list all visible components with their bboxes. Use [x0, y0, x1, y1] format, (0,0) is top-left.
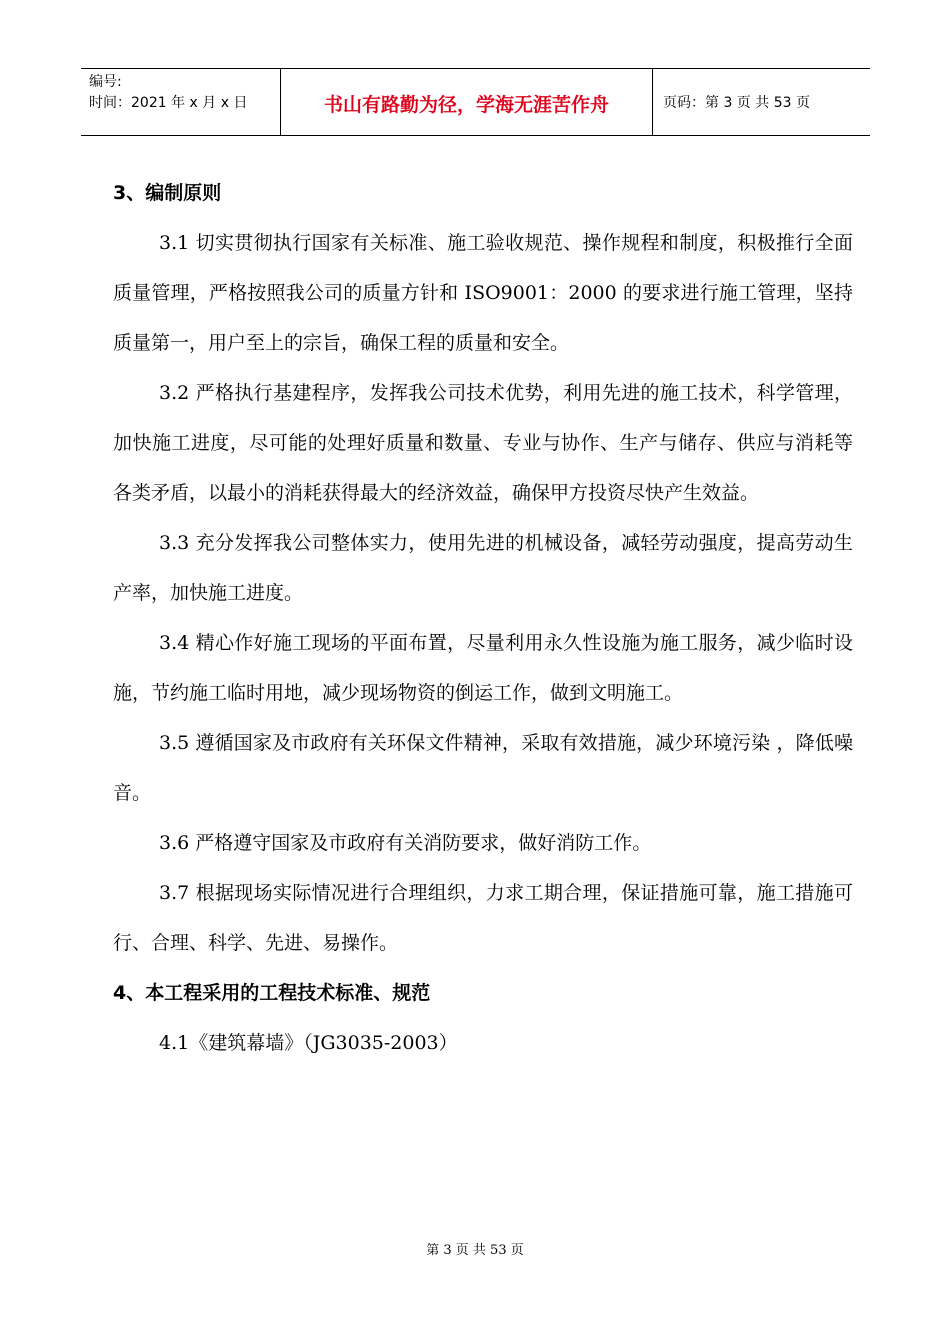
- paragraph-4-1: 4.1《建筑幕墙》（JG3035-2003）: [159, 1032, 458, 1054]
- header-page-number: 页码：第 3 页 共 53 页: [663, 95, 810, 111]
- paragraph-3-3: 3.3 充分发挥我公司整体实力，使用先进的机械设备，减轻劳动强度，提高劳动生产率，加快施工进度。: [113, 532, 853, 604]
- section-heading-3: 3、编制原则: [113, 182, 222, 204]
- header-motto: 书山有路勤为径，学海无涯苦作舟: [281, 69, 653, 135]
- page-footer: 第 3 页 共 53 页: [426, 1243, 524, 1258]
- paragraph-3-4: 3.4 精心作好施工现场的平面布置，尽量利用永久性设施为施工服务，减少临时设施，节约施工临时用地，减少现场物资的倒运工作，做到文明施工。: [113, 632, 853, 704]
- paragraph-3-2: 3.2 严格执行基建程序，发挥我公司技术优势，利用先进的施工技术，科学管理，加快施工进度，尽可能的处理好质量和数量、专业与协作、生产与储存、供应与消耗等各类矛盾，以最小的消耗获得最大的经济效益，确保甲方投资尽快产生效益。: [113, 382, 853, 504]
- header-meta: [81, 69, 281, 135]
- paragraph-3-5: 3.5 遵循国家及市政府有关环保文件精神，采取有效措施，减少环境污染 ，降低噪音。: [113, 732, 853, 804]
- paragraph-3-1: 3.1 切实贯彻执行国家有关标准、施工验收规范、操作规程和制度，积极推行全面质量管理，严格按照我公司的质量方针和 ISO9001：2000 的要求进行施工管理，坚持质量第一，用户至上的宗旨，确保工程的质量和安全。: [113, 232, 853, 354]
- page-header: [81, 68, 870, 136]
- paragraph-3-7: 3.7 根据现场实际情况进行合理组织，力求工期合理，保证措施可靠，施工措施可行、合理、科学、先进、易操作。: [113, 882, 853, 954]
- section-heading-4: 4、本工程采用的工程技术标准、规范: [113, 982, 431, 1004]
- document-date: 时间：2021 年 x 月 x 日: [89, 95, 248, 111]
- document-number-label: 编号:: [89, 74, 122, 90]
- document-body: [113, 168, 853, 1068]
- paragraph-3-6: 3.6 严格遵守国家及市政府有关消防要求，做好消防工作。: [159, 832, 652, 854]
